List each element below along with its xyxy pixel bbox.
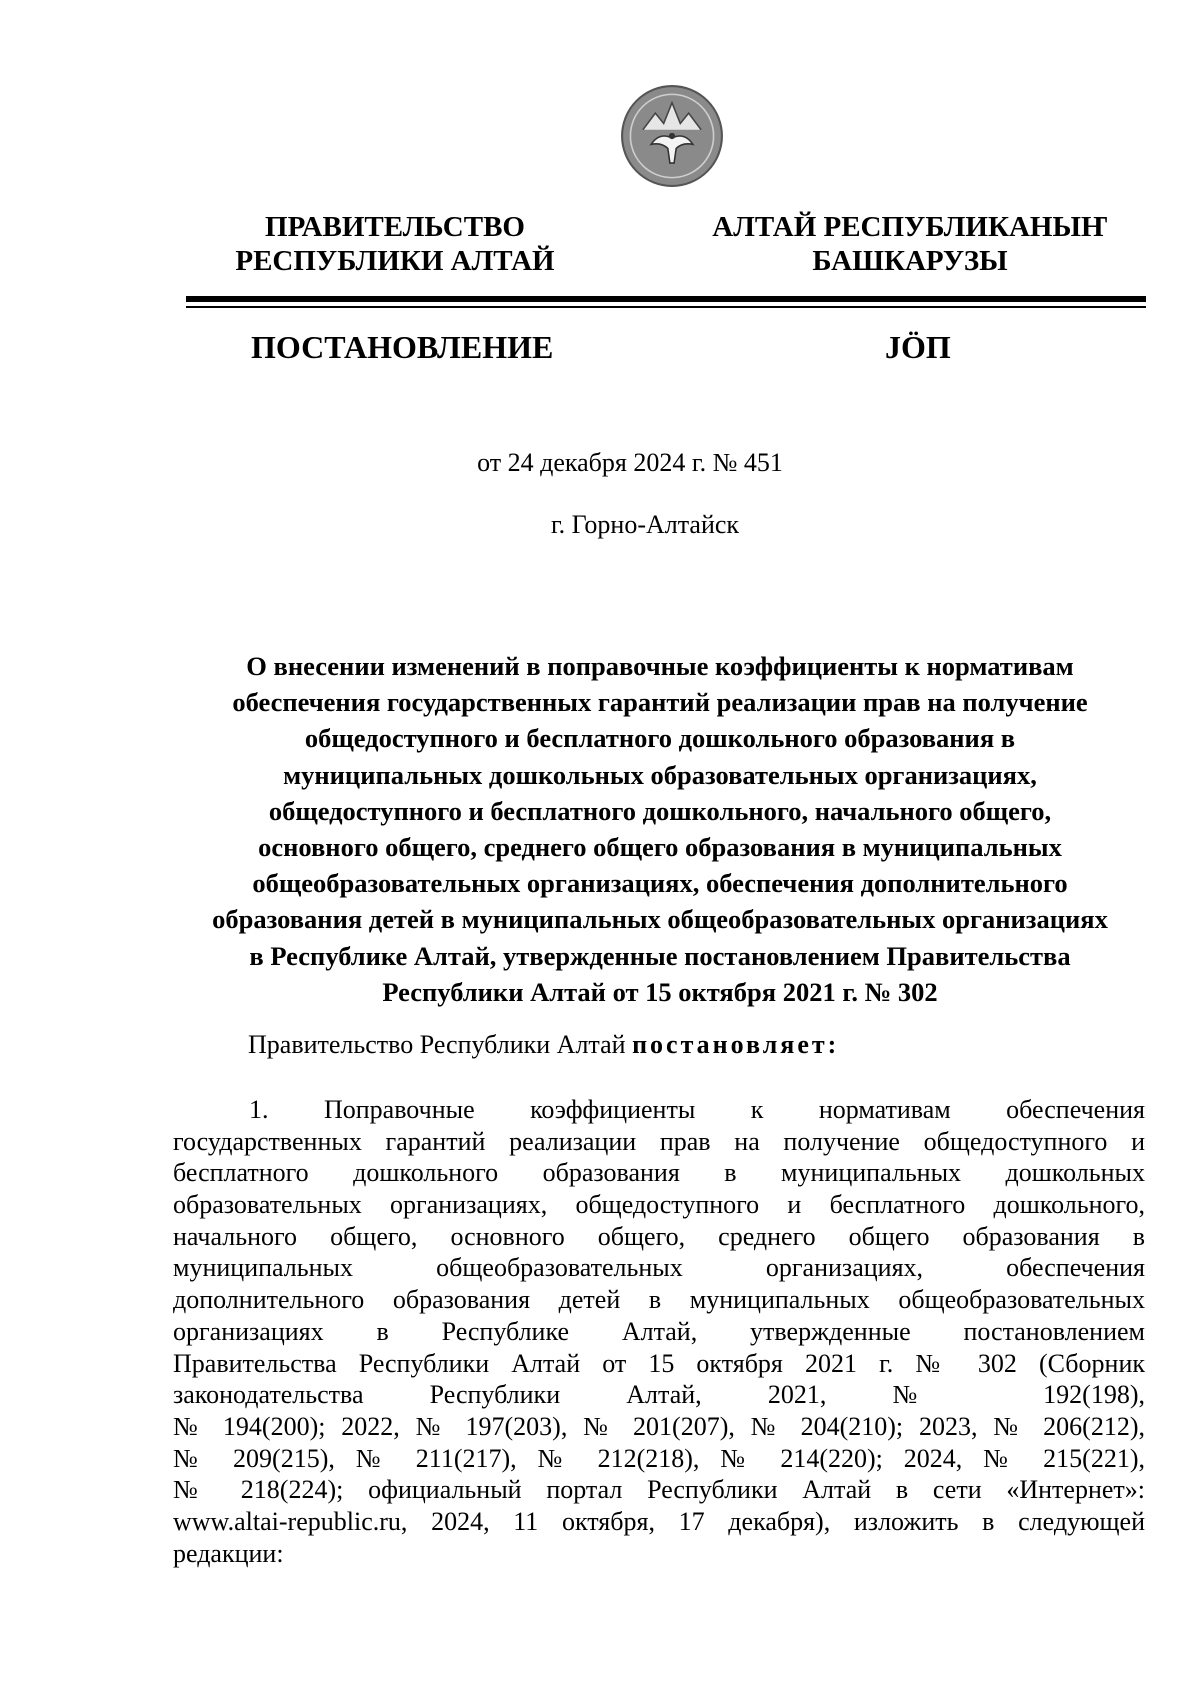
decree-verb: постановляет: — [632, 1030, 840, 1059]
org-ru-line-1: ПРАВИТЕЛЬСТВО — [265, 211, 525, 243]
paragraph-line: 1. Поправочные коэффициенты к нормативам обеспечения — [249, 1095, 1145, 1124]
organization-name-russian — [230, 210, 560, 278]
paragraph-line: № 194(200); 2022, № 197(203), № 201(207), № 204(210); 2023, № 206(212), — [173, 1411, 1145, 1441]
document-date-number: от 24 декабря 2024 г. № 451 — [477, 448, 783, 477]
paragraph-line: организациях в Республике Алтай, утвержденные постановлением — [173, 1316, 1145, 1346]
title-line: в Республике Алтай, утвержденные постановлением Правительства — [249, 940, 1071, 971]
paragraph-line: www.altai-republic.ru, 2024, 11 октября, 17 декабря), изложить в следующей — [173, 1506, 1145, 1536]
org-alt-line-2: БАШКАРУЗЫ — [812, 245, 1008, 277]
paragraph-line: образовательных организациях, общедоступного и бесплатного дошкольного, — [173, 1190, 1145, 1220]
paragraph-line: № 218(224); официальный портал Республики Алтай в сети «Интернет»: — [173, 1475, 1145, 1505]
title-line: О внесении изменений в поправочные коэффициенты к нормативам — [246, 651, 1074, 681]
document-title — [170, 648, 1150, 1010]
title-line: образования детей в муниципальных общеобразовательных организациях — [212, 904, 1108, 935]
paragraph-line: муниципальных общеобразовательных организациях, обеспечения — [173, 1253, 1145, 1283]
decree-subject: Правительство Республики Алтай — [248, 1030, 626, 1059]
title-line: общедоступного и бесплатного дошкольного, начального общего, — [268, 795, 1052, 826]
header-divider-thin — [186, 306, 1146, 308]
paragraph-line: государственных гарантий реализации прав на получение общедоступного и — [173, 1126, 1145, 1156]
document-type-russian: ПОСТАНОВЛЕНИЕ — [251, 329, 554, 365]
title-line: общедоступного и бесплатного дошкольного образования в — [304, 723, 1016, 754]
document-type-altai: JÖП — [885, 329, 951, 365]
paragraph-1 — [173, 1094, 1145, 1569]
org-ru-line-2: РЕСПУБЛИКИ АЛТАЙ — [235, 245, 555, 277]
title-line: Республики Алтай от 15 октября 2021 г. № 302 — [382, 976, 938, 1007]
header-divider-thick — [186, 296, 1146, 302]
title-line: общеобразовательных организациях, обеспечения дополнительного — [252, 868, 1068, 899]
document-city: г. Горно-Алтайск — [550, 510, 740, 539]
decree-statement — [248, 1030, 839, 1060]
paragraph-line: № 209(215), № 211(217), № 212(218), № 214(220); 2024, № 215(221), — [173, 1443, 1145, 1473]
paragraph-line: Правительства Республики Алтай от 15 октября 2021 г. № 302 (Сборник — [173, 1348, 1145, 1378]
title-line: обеспечения государственных гарантий реализации прав на получение — [232, 687, 1088, 718]
coat-of-arms-icon — [620, 84, 724, 188]
organization-name-altai — [700, 210, 1120, 278]
paragraph-line: законодательства Республики Алтай, 2021, № 192(198), — [173, 1380, 1145, 1410]
paragraph-line: бесплатного дошкольного образования в муниципальных дошкольных — [173, 1158, 1145, 1188]
paragraph-line: начального общего, основного общего, среднего общего образования в — [173, 1221, 1145, 1251]
title-line: основного общего, среднего общего образования в муниципальных — [258, 832, 1062, 863]
paragraph-line: редакции: — [173, 1538, 284, 1568]
paragraph-line: дополнительного образования детей в муниципальных общеобразовательных — [173, 1285, 1145, 1315]
org-alt-line-1: АЛТАЙ РЕСПУБЛИКАНЫҤ — [712, 211, 1108, 243]
title-line: муниципальных дошкольных образовательных организациях, — [283, 759, 1037, 790]
